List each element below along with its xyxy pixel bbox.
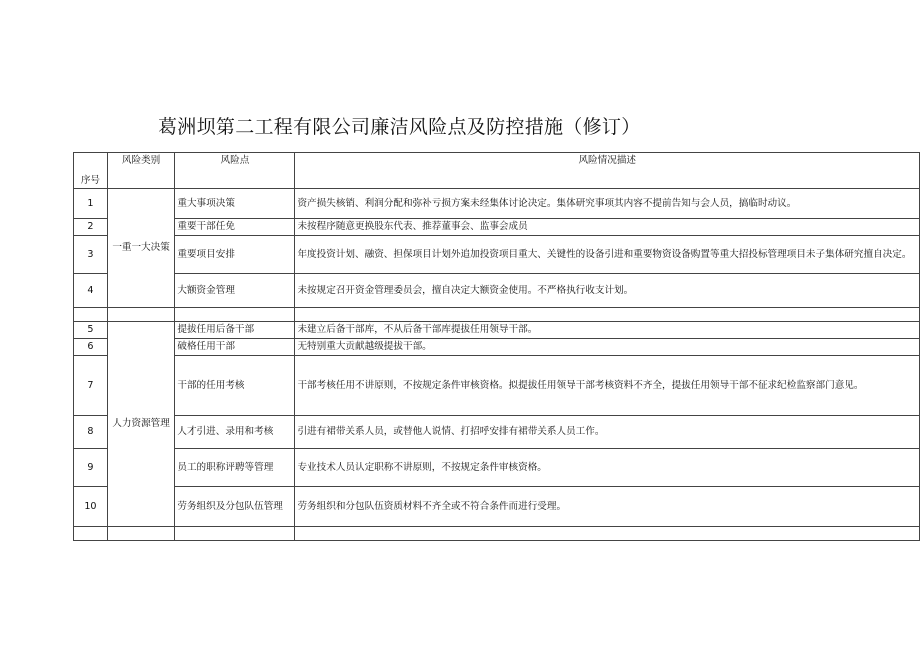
header-description: 风险情况描述: [295, 153, 920, 189]
risk-point: 重要干部任免: [175, 219, 295, 236]
risk-description: 专业技术人员认定职称不讲原则，不按规定条件审核资格。: [295, 449, 920, 487]
risk-point: 劳务组织及分包队伍管理: [175, 487, 295, 527]
risk-point: 破格任用干部: [175, 339, 295, 356]
risk-description: 年度投资计划、融资、担保项目计划外追加投资项目重大、关键性的设备引进和重要物资设备购置等重大招投标管理项目未子集体研究擅自决定。: [295, 236, 920, 274]
table-header-row: [74, 153, 920, 189]
risk-point: 重大事项决策: [175, 189, 295, 219]
table-row: [74, 416, 920, 449]
risk-description: 劳务组织和分包队伍资质材料不齐全或不符合条件而进行受理。: [295, 487, 920, 527]
risk-description: 干部考核任用不讲原则，不按规定条件审核资格。拟提拔任用领导干部考核资料不齐全，提拔任用领导干部不征求纪检监察部门意见。: [295, 356, 920, 416]
row-number: 5: [74, 322, 108, 339]
table-row: [74, 236, 920, 274]
risk-description: 未按规定召开资金管理委员会，擅自决定大额资金使用。不严格执行收支计划。: [295, 274, 920, 308]
risk-description: 未按程序随意更换股东代表、推荐董事会、监事会成员: [295, 219, 920, 236]
table-row: [74, 274, 920, 308]
risk-point: 重要项目安排: [175, 236, 295, 274]
header-num: 序号: [74, 153, 108, 189]
blank-row: [74, 308, 920, 322]
category-cell: 人力资源管理: [107, 322, 175, 527]
risk-description: 资产损失核销、利润分配和弥补亏损方案未经集体讨论决定。集体研究事项其内容不提前告知与会人员，搞临时动议。: [295, 189, 920, 219]
row-number: 9: [74, 449, 108, 487]
row-number: 1: [74, 189, 108, 219]
blank-row: [74, 527, 920, 541]
row-number: 10: [74, 487, 108, 527]
risk-point: 大额资金管理: [175, 274, 295, 308]
risk-description: 引进有裙带关系人员，或替他人说情、打招呼安排有裙带关系人员工作。: [295, 416, 920, 449]
row-number: 3: [74, 236, 108, 274]
table-row: [74, 219, 920, 236]
risk-point: 干部的任用考核: [175, 356, 295, 416]
risk-point: 员工的职称评聘等管理: [175, 449, 295, 487]
row-number: 4: [74, 274, 108, 308]
table-row: [74, 356, 920, 416]
header-category: 风险类别: [107, 153, 175, 189]
header-point: 风险点: [175, 153, 295, 189]
risk-table: [73, 152, 920, 541]
row-number: 8: [74, 416, 108, 449]
table-row: [74, 339, 920, 356]
row-number: 6: [74, 339, 108, 356]
row-number: 2: [74, 219, 108, 236]
risk-point: 人才引进、录用和考核: [175, 416, 295, 449]
table-row: [74, 322, 920, 339]
risk-point: 提拔任用后备干部: [175, 322, 295, 339]
risk-description: 无特别重大贡献越级提拔干部。: [295, 339, 920, 356]
table-row: [74, 449, 920, 487]
category-cell: 一重一大决策: [107, 189, 175, 308]
table-row: [74, 189, 920, 219]
document-title: 葛洲坝第二工程有限公司廉洁风险点及防控措施（修订）: [158, 116, 641, 138]
table-row: [74, 487, 920, 527]
risk-description: 未建立后备干部库，不从后备干部库提拔任用领导干部。: [295, 322, 920, 339]
row-number: 7: [74, 356, 108, 416]
